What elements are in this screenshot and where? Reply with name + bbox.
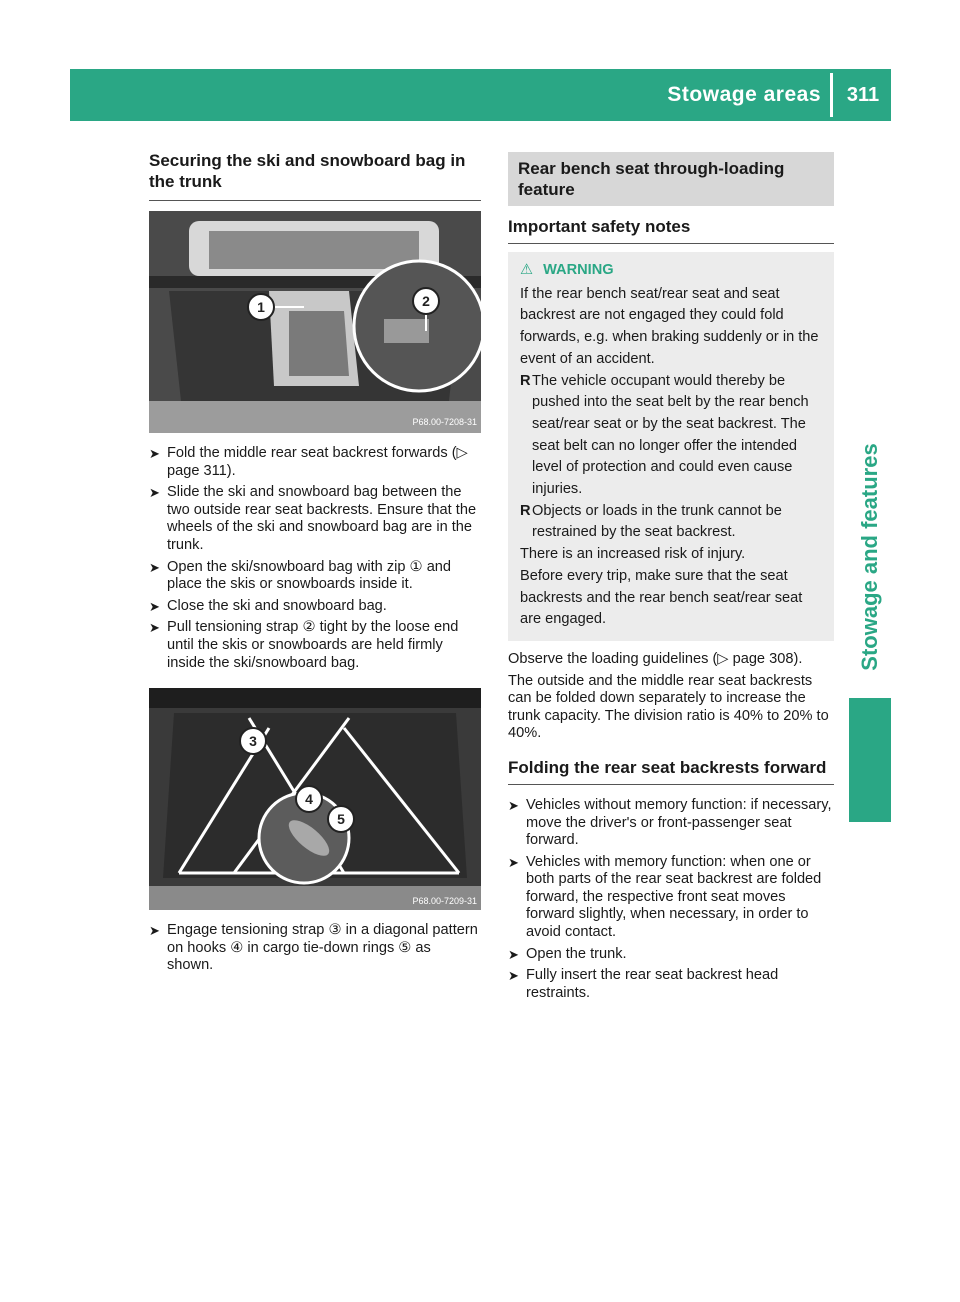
trunk-tie-down-photo [149,688,481,910]
side-tab [849,432,891,682]
warning-risk: There is an increased risk of injury. [520,546,746,563]
callout-2-label: 2 [422,293,430,309]
list-item: ➤ Vehicles with memory function: when one or both parts of the rear seat backrest are folded forward, the respective front seat moves forward slightly, when necessary, in order to avoid contact. [508,853,822,941]
section-heading: Rear bench seat through-loading feature [518,159,785,199]
step-arrow-icon: ➤ [149,923,160,939]
bullet-icon: R [520,502,531,519]
right-column [508,152,834,1006]
trunk-ski-bag-photo [149,211,481,433]
step-arrow-icon: ➤ [149,620,160,636]
division-ratio-text: The outside and the middle rear seat backrests can be folded down separately to increase the trunk capacity. The division ratio is 40% to 20% to 40%. [508,672,829,742]
list-item: ➤ Fold the middle rear seat backrest forwards (▷ page 311). [149,445,468,479]
step-arrow-icon: ➤ [508,946,519,962]
folding-steps [508,797,834,1003]
step-arrow-icon: ➤ [149,598,160,614]
step-arrow-icon: ➤ [508,854,519,870]
list-item: R The vehicle occupant would thereby be pushed into the seat belt by the rear bench seat/rear seat or by the seat backrest. The seat belt can no longer offer the intended level of protection and could even cause injuries. [520,372,809,498]
callout-3-label: 3 [249,733,257,750]
step-arrow-icon: ➤ [508,797,519,813]
list-item: ➤ Vehicles without memory function: if necessary, move the driver's or front-passenger seat forward. [508,796,832,849]
photo-code: P68.00-7209-31 [412,896,477,907]
warning-title: ⚠ WARNING [520,260,822,282]
callout-5-label: 5 [337,811,345,828]
step-arrow-icon: ➤ [149,485,160,501]
side-tab-label: Stowage and features [857,443,882,671]
step-arrow-icon: ➤ [149,446,160,461]
step-arrow-icon: ➤ [508,968,519,984]
step-list-1 [149,445,481,672]
warning-triangle-icon: ⚠ [520,262,534,278]
left-heading: Securing the ski and snowboard bag in the trunk [149,151,466,191]
sub-heading: Important safety notes [508,217,691,236]
header-divider [830,73,833,117]
list-item: R Objects or loads in the trunk cannot be restrained by the seat backrest. [520,502,782,541]
section-heading-box [508,152,834,206]
left-column [149,150,481,979]
folding-heading: Folding the rear seat backrests forward [508,757,827,777]
step-arrow-icon: ➤ [149,559,160,575]
list-item: ➤ Open the trunk. [508,945,627,962]
section-title: Stowage areas [667,83,821,106]
page-number: 311 [846,84,880,106]
callout-1-label: 1 [257,299,265,315]
photo-code: P68.00-7208-31 [412,417,477,427]
warning-box [508,252,834,641]
list-item: ➤ Slide the ski and snowboard bag between the two outside rear seat backrests. Ensure that the wheels of the ski and snowboard bag are in the trunk. [149,484,477,553]
list-item: ➤ Fully insert the rear seat backrest head restraints. [508,967,779,1001]
step-list-2 [149,922,481,975]
page-header [70,69,891,121]
warning-bullets [520,371,822,545]
loading-guidelines-text: Observe the loading guidelines (▷ page 308). [508,650,803,667]
list-item: ➤ Close the ski and snowboard bag. [149,597,387,614]
list-item: ➤ Open the ski/snowboard bag with zip ① and place the skis or snowboards inside it. [149,558,452,593]
list-item: ➤ Engage tensioning strap ③ in a diagonal pattern on hooks ④ in cargo tie-down rings ⑤ as shown. [149,922,478,974]
callout-4-label: 4 [305,791,313,808]
warning-intro: If the rear bench seat/rear seat and seat backrest are not engaged they could fold forwards, e.g. when braking suddenly or in the event of an accident. [520,285,819,367]
warning-advice: Before every trip, make sure that the seat backrests and the rear bench seat/rear seat are engaged. [520,567,803,628]
bullet-icon: R [520,372,531,389]
list-item: ➤ Pull tensioning strap ② tight by the loose end until the skis or snowboards are held firmly inside the ski/snowboard bag. [149,619,459,671]
side-tab-marker [849,698,891,822]
